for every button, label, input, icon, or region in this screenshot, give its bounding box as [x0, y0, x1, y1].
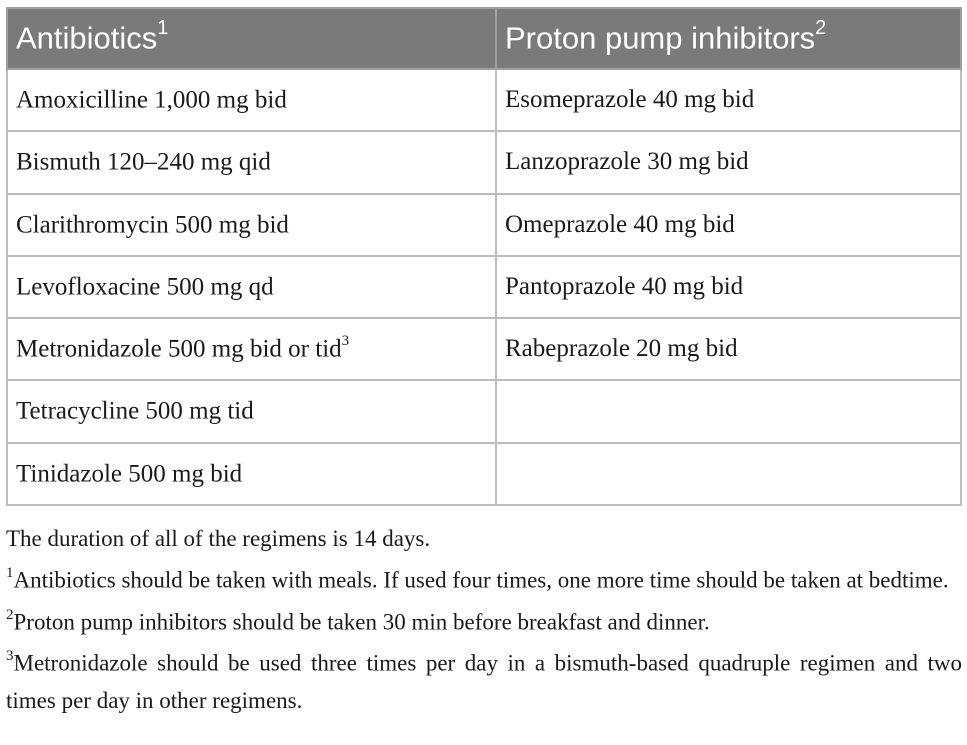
- antibiotic-text: Amoxicilline 1,000 mg bid: [16, 86, 287, 114]
- table-row: [7, 318, 961, 380]
- footnote-2: [6, 599, 962, 641]
- footnote-1-text: Antibiotics should be taken with meals. If used four times, one more time should be taken at bedtime.: [13, 567, 949, 593]
- footnote-mark-1: 1: [157, 17, 169, 40]
- antibiotic-cell: [7, 194, 496, 256]
- antibiotic-cell: [7, 131, 496, 193]
- antibiotic-cell: [7, 443, 496, 505]
- ppi-cell: [496, 443, 961, 505]
- footnote-3-text: Metronidazole should be used three times per day in a bismuth-based quadruple regimen and two times per day in other regimens.: [6, 650, 962, 713]
- table-notes: [6, 520, 962, 719]
- table-row: [7, 443, 961, 505]
- antibiotic-text: Clarithromycin 500 mg bid: [16, 210, 289, 238]
- footnote-3-mark: 3: [6, 648, 14, 665]
- antibiotic-text: Levofloxacine 500 mg qd: [16, 273, 274, 301]
- ppi-cell: [496, 380, 961, 442]
- ppi-cell: Omeprazole 40 mg bid: [496, 194, 961, 256]
- duration-note: The duration of all of the regimens is 14 days.: [6, 526, 431, 551]
- ppi-cell: Esomeprazole 40 mg bid: [496, 69, 961, 131]
- antibiotic-text: Metronidazole 500 mg bid or tid: [16, 335, 342, 363]
- ppi-cell: Lanzoprazole 30 mg bid: [496, 131, 961, 193]
- footnote-1-mark: 1: [6, 565, 14, 581]
- antibiotic-cell: [7, 69, 496, 131]
- antibiotic-text: Bismuth 120–240 mg qid: [16, 148, 271, 176]
- header-antibiotics: [7, 8, 496, 69]
- header-ppi-text: Proton pump inhibitors: [505, 20, 816, 56]
- antibiotic-cell: [7, 380, 496, 442]
- antibiotic-text: Tetracycline 500 mg tid: [16, 397, 254, 425]
- antibiotic-cell: [7, 256, 496, 318]
- table-row: [7, 380, 961, 442]
- table-row: [7, 69, 961, 131]
- ppi-cell: Rabeprazole 20 mg bid: [496, 318, 961, 380]
- footnote-2-text: Proton pump inhibitors should be taken 30 min before breakfast and dinner.: [13, 609, 710, 635]
- footnote-mark-2: 2: [815, 17, 827, 40]
- footnote-1: [6, 557, 962, 599]
- regimen-table: [6, 7, 962, 506]
- footnote-2-mark: 2: [6, 606, 14, 623]
- antibiotic-footnote-mark: 3: [341, 333, 350, 350]
- ppi-cell: Pantoprazole 40 mg bid: [496, 256, 961, 318]
- table-row: [7, 131, 961, 193]
- header-row: [7, 8, 961, 69]
- header-proton-pump-inhibitors: [496, 8, 961, 69]
- antibiotic-text: Tinidazole 500 mg bid: [16, 460, 243, 488]
- table-row: [7, 194, 961, 256]
- antibiotic-cell: [7, 318, 496, 380]
- header-antibiotics-text: Antibiotics: [16, 20, 158, 56]
- table-row: [7, 256, 961, 318]
- footnote-3: [6, 640, 962, 719]
